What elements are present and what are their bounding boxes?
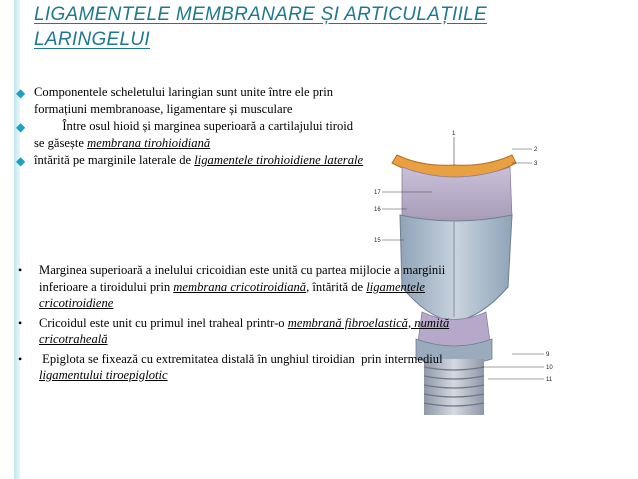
bullet-icon: ◆: [16, 154, 26, 168]
bullet-icon: ◆: [16, 86, 26, 100]
bullet-text: Componentele scheletului laringian sunt unite între ele prin formațiuni membranoase, ligamentare și musculare: [34, 85, 334, 116]
top-bullet-list: [14, 84, 364, 169]
page-title: [34, 2, 634, 52]
label-2: 2: [534, 147, 538, 153]
left-accent-bar: [14, 0, 23, 479]
list-item: [14, 152, 364, 169]
label-11: 11: [546, 377, 553, 383]
bullet-marker: •: [18, 351, 23, 366]
bullet-icon: ◆: [16, 120, 26, 134]
bullet-text-emphasis: ligamentele cricotiroidiene: [39, 279, 426, 310]
bullet-text-plain: Epiglota se fixează cu extremitatea distală în unghiul tiroidian prin intermediul: [39, 351, 446, 366]
bullet-text-emphasis: ligamentele tirohioidiene laterale: [194, 153, 364, 167]
bullet-text-plain: Cricoidul este unit cu primul inel traheal printr-o: [39, 315, 288, 330]
bullet-text: [34, 118, 364, 152]
bullet-text-emphasis: membrana cricotiroidiană,: [173, 279, 310, 294]
bullet-marker: •: [18, 263, 23, 277]
label-1: 1: [452, 131, 456, 137]
label-17: 17: [374, 190, 381, 196]
label-9: 9: [546, 352, 550, 358]
bullet-text-plain: Marginea superioară a inelului cricoidian este unită cu partea mijlocie a marginii inferioare a tiroidului prin: [39, 263, 446, 294]
list-item: [14, 118, 364, 152]
bullet-text-plain: Între osul hioid și marginea superioară a cartilajului tiroid se găsește: [34, 119, 357, 150]
list-item: [14, 351, 464, 384]
label-15: 15: [374, 238, 381, 244]
label-10: 10: [546, 365, 553, 371]
title-line-1: LIGAMENTELE MEMBRANARE ȘI ARTICULAȚIILE: [34, 4, 488, 25]
list-item: [14, 84, 364, 118]
bullet-text-emphasis: membrană fibroelastică, numită cricotraheală: [39, 315, 450, 346]
bullet-text-plain: întărită pe marginile laterale de: [34, 153, 195, 167]
bottom-bullet-list: [14, 262, 464, 387]
bullet-marker: •: [18, 315, 23, 330]
list-item: [14, 262, 464, 312]
bullet-text: [34, 152, 364, 169]
label-16: 16: [374, 207, 381, 213]
list-item: [14, 315, 464, 348]
bullet-text-plain: întărită de: [309, 279, 367, 294]
title-line-2: LARINGELUI: [34, 29, 150, 50]
bullet-text-emphasis: membrana tirohioidiană: [87, 136, 211, 150]
bullet-text-emphasis: ligamentului tiroepiglotic: [39, 368, 168, 382]
label-3: 3: [534, 161, 538, 167]
